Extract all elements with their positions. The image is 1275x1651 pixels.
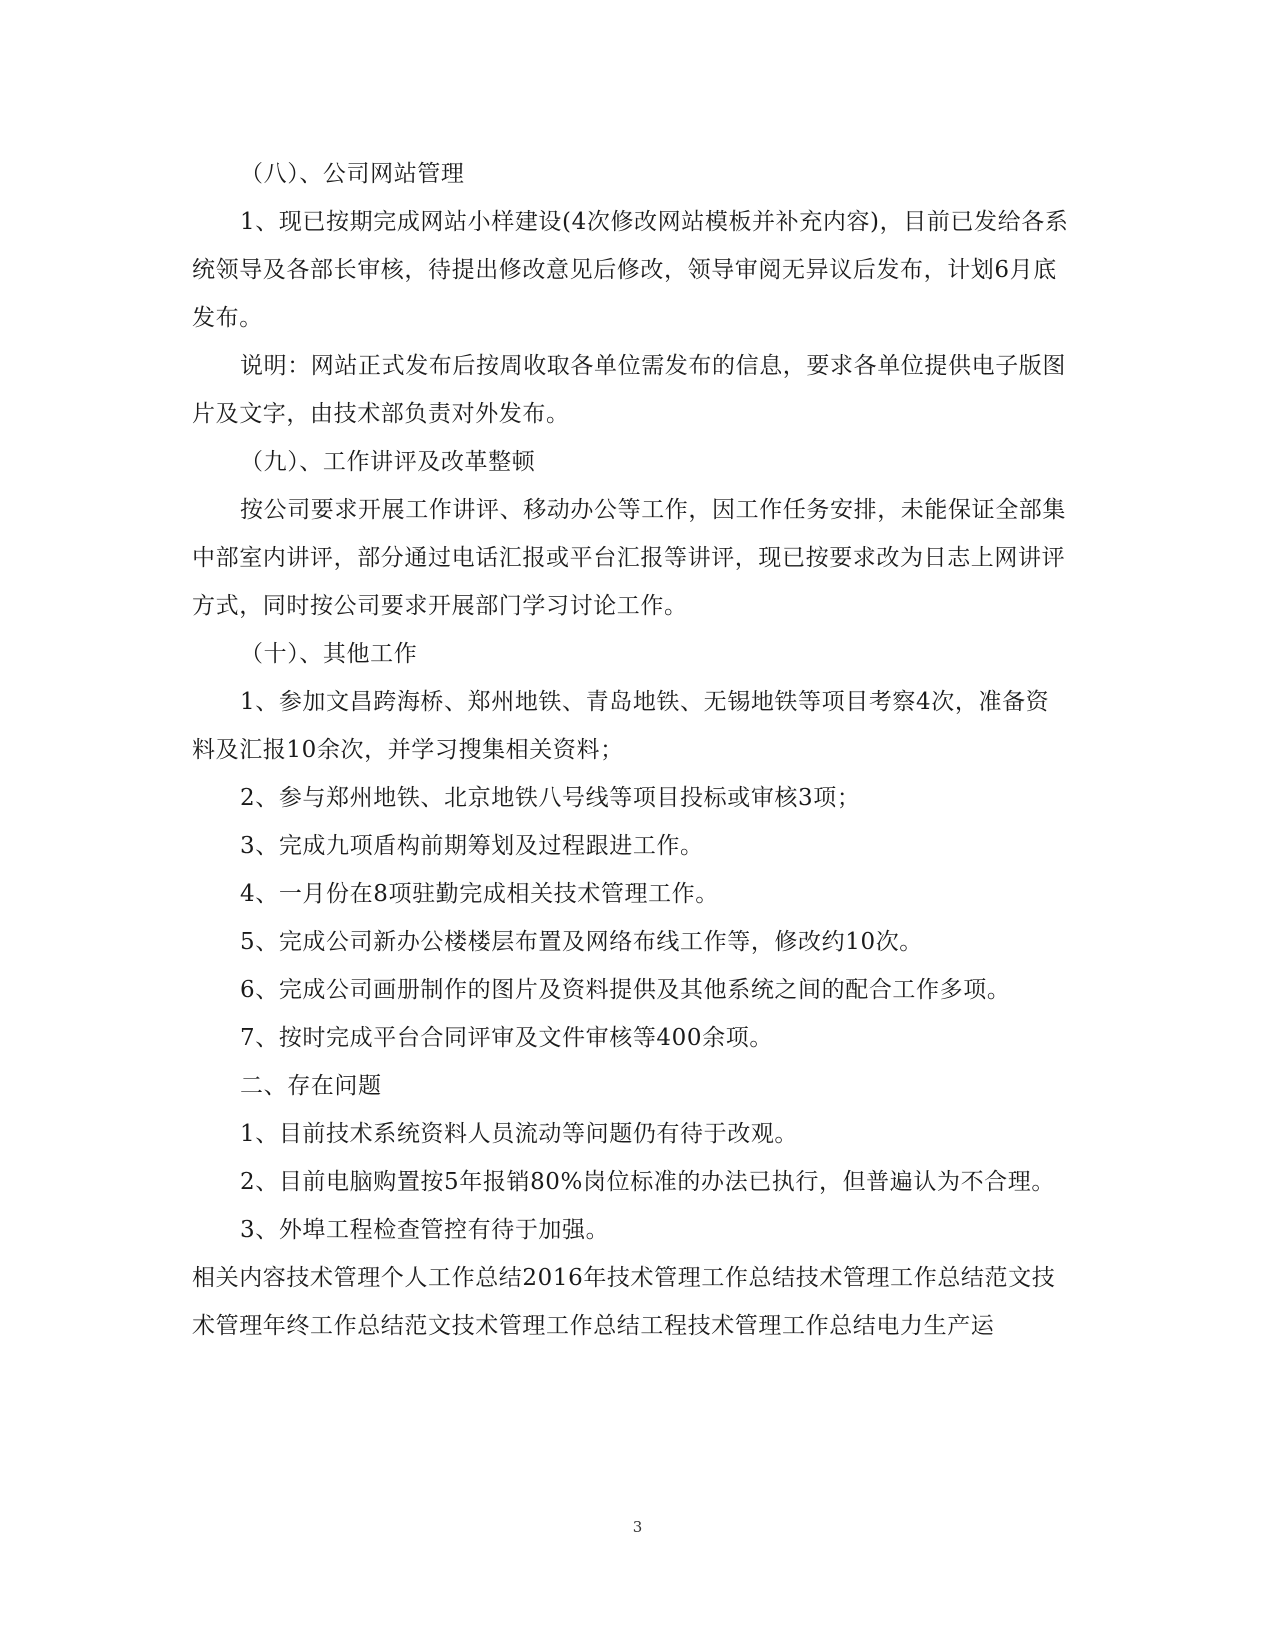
paragraph-review: 按公司要求开展工作讲评、移动办公等工作，因工作任务安排，未能保证全部集中部室内讲评，部分通过电话汇报或平台汇报等讲评，现已按要求改为日志上网讲评方式，同时按公司要求开展部门学习讨论工作。 [192,497,1066,619]
list-item-problem-1: 1、目前技术系统资料人员流动等问题仍有待于改观。 [240,1121,799,1147]
list-item-other-7: 7、按时完成平台合同评审及文件审核等400余项。 [240,1025,773,1051]
list-item-other-5: 5、完成公司新办公楼楼层布置及网络布线工作等，修改约10次。 [240,929,923,955]
section-heading-review: （九）、工作讲评及改革整顿 [240,449,536,475]
list-item-other-4: 4、一月份在8项驻勤完成相关技术管理工作。 [240,881,719,907]
list-item-other-2: 2、参与郑州地铁、北京地铁八号线等项目投标或审核3项； [240,785,861,811]
page-number: 3 [632,1518,643,1536]
list-item-other-6: 6、完成公司画册制作的图片及资料提供及其他系统之间的配合工作多项。 [240,977,1011,1003]
paragraph-website-progress: 1、现已按期完成网站小样建设(4次修改网站模板并补充内容)，目前已发给各系统领导及各部长审核，待提出修改意见后修改，领导审阅无异议后发布，计划6月底发布。 [192,209,1069,331]
list-item-other-3: 3、完成九项盾构前期筹划及过程跟进工作。 [240,833,704,859]
list-item-problem-3: 3、外埠工程检查管控有待于加强。 [240,1217,610,1243]
paragraph-website-note: 说明：网站正式发布后按周收取各单位需发布的信息，要求各单位提供电子版图片及文字，由技术部负责对外发布。 [192,353,1066,427]
list-item-problem-2: 2、目前电脑购置按5年报销80%岗位标准的办法已执行，但普遍认为不合理。 [240,1169,1055,1195]
section-heading-website: （八）、公司网站管理 [240,161,465,187]
section-heading-other: （十）、其他工作 [240,641,418,667]
document-body [192,150,1072,1350]
list-item-other-1: 1、参加文昌跨海桥、郑州地铁、青岛地铁、无锡地铁等项目考察4次，准备资料及汇报10余次，并学习搜集相关资料； [192,689,1050,763]
section-heading-problems: 二、存在问题 [240,1073,382,1099]
related-content-links[interactable]: 相关内容技术管理个人工作总结2016年技术管理工作总结技术管理工作总结范文技术管理年终工作总结范文技术管理工作总结工程技术管理工作总结电力生产运 [192,1265,1056,1339]
